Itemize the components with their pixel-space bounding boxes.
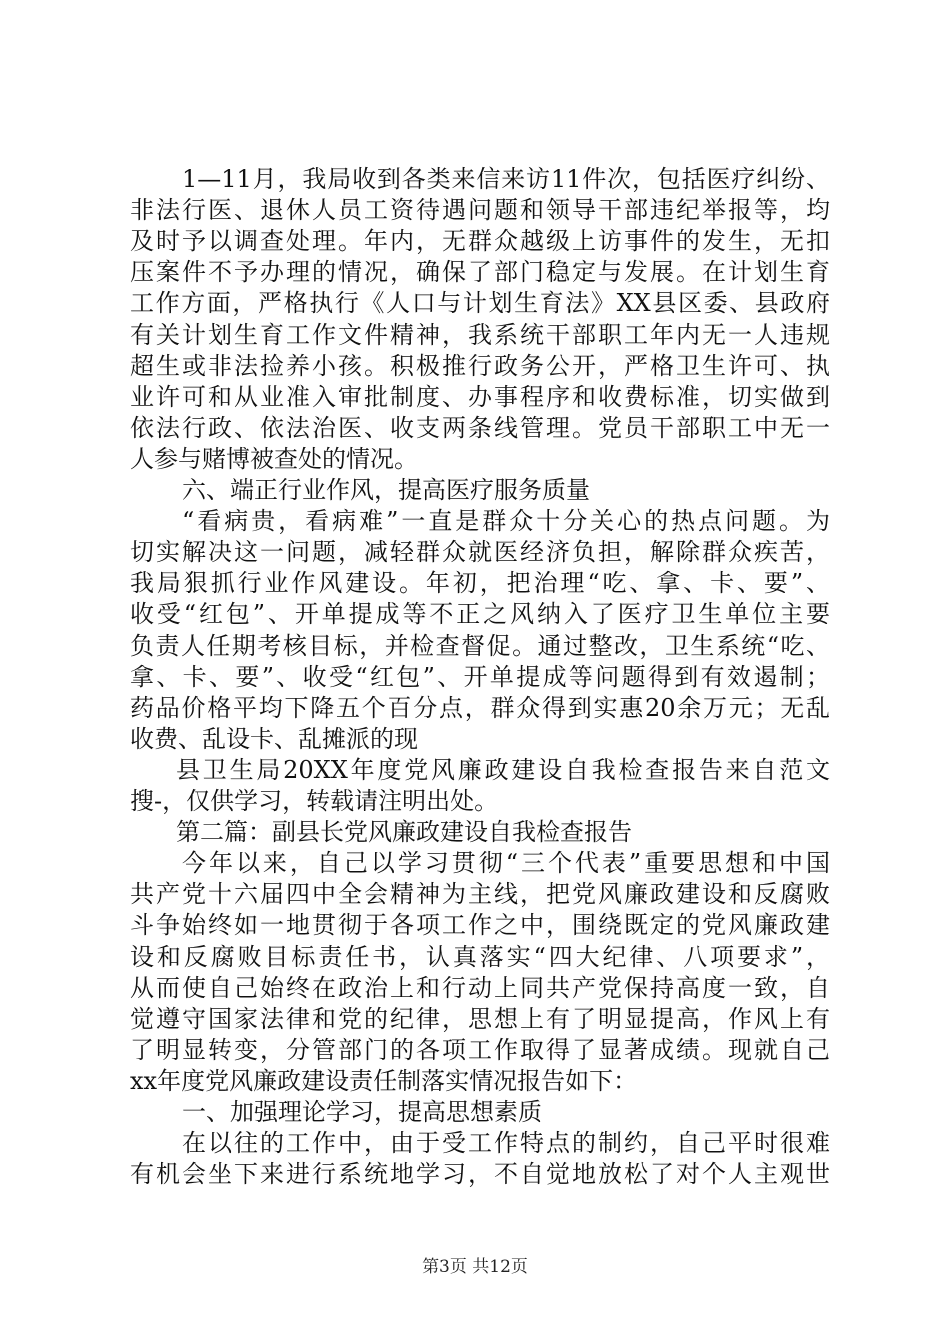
body-text-line: 超生或非法捡养小孩。积极推行政务公开，严格卫生许可、执 <box>130 351 830 380</box>
section-heading: 一、加强理论学习，提高思想素质 <box>182 1098 542 1126</box>
body-text-line: 依法行政、依法治医、收支两条线管理。党员干部职工中无一 <box>130 413 830 442</box>
section-heading: 六、端正行业作风，提高医疗服务质量 <box>182 476 590 504</box>
page-number-footer: 第3页 共12页 <box>422 1257 528 1277</box>
source-note-line: 县卫生局20XX年度党风廉政建设自我检查报告来自范文 <box>176 755 830 784</box>
body-text-line: “看病贵，看病难”一直是群众十分关心的热点问题。为 <box>182 507 830 536</box>
body-text-line: 非法行医、退休人员工资待遇问题和领导干部违纪举报等，均 <box>130 196 830 225</box>
body-text-line: 收费、乱设卡、乱摊派的现 <box>130 724 418 753</box>
body-text-line: 及时予以调查处理。年内，无群众越级上访事件的发生，无扣 <box>130 227 830 256</box>
body-text-line: 负责人任期考核目标，并检查督促。通过整改，卫生系统“吃、 <box>130 631 830 660</box>
body-text-line: xx年度党风廉政建设责任制落实情况报告如下： <box>130 1066 638 1095</box>
body-text-line: 我局狠抓行业作风建设。年初，把治理“吃、拿、卡、要”、 <box>130 569 830 598</box>
body-text-line: 业许可和从业准入审批制度、办事程序和收费标准，切实做到 <box>130 382 830 411</box>
body-text-line: 觉遵守国家法律和党的纪律，思想上有了明显提高，作风上有 <box>130 1004 830 1033</box>
body-text-line: 人参与赌博被查处的情况。 <box>130 444 418 473</box>
body-text-line: 有关计划生育工作文件精神，我系统干部职工年内无一人违规 <box>130 320 830 349</box>
body-text-line: 切实解决这一问题，减轻群众就医经济负担，解除群众疾苦， <box>130 538 830 567</box>
body-text-line: 收受“红包”、开单提成等不正之风纳入了医疗卫生单位主要 <box>130 600 830 629</box>
body-text-line: 在以往的工作中，由于受工作特点的制约，自己平时很难 <box>182 1129 830 1158</box>
body-text-line: 今年以来，自己以学习贯彻“三个代表”重要思想和中国 <box>182 849 830 878</box>
body-text-line: 药品价格平均下降五个百分点，群众得到实惠20余万元；无乱 <box>130 693 830 722</box>
source-note-line: 搜-，仅供学习，转载请注明出处。 <box>130 787 499 815</box>
body-text-line: 从而使自己始终在政治上和行动上同共产党保持高度一致，自 <box>130 973 830 1002</box>
body-text-line: 斗争始终如一地贯彻于各项工作之中，围绕既定的党风廉政建 <box>130 911 830 940</box>
body-text-line: 拿、卡、要”、收受“红包”、开单提成等问题得到有效遏制； <box>130 662 830 691</box>
body-text-line: 共产党十六届四中全会精神为主线，把党风廉政建设和反腐败 <box>130 880 830 909</box>
body-text-line: 有机会坐下来进行系统地学习，不自觉地放松了对个人主观世 <box>130 1160 830 1189</box>
body-text-line: 工作方面，严格执行《人口与计划生育法》XX县区委、县政府 <box>130 289 830 318</box>
body-text-line: 了明显转变，分管部门的各项工作取得了显著成绩。现就自己 <box>130 1035 830 1064</box>
chapter-heading: 第二篇：副县长党风廉政建设自我检查报告 <box>176 818 632 847</box>
body-text-line: 1—11月，我局收到各类来信来访11件次，包括医疗纠纷、 <box>182 165 830 193</box>
body-text-line: 压案件不予办理的情况，确保了部门稳定与发展。在计划生育 <box>130 258 830 287</box>
body-text-line: 设和反腐败目标责任书，认真落实“四大纪律、八项要求”， <box>130 942 830 971</box>
